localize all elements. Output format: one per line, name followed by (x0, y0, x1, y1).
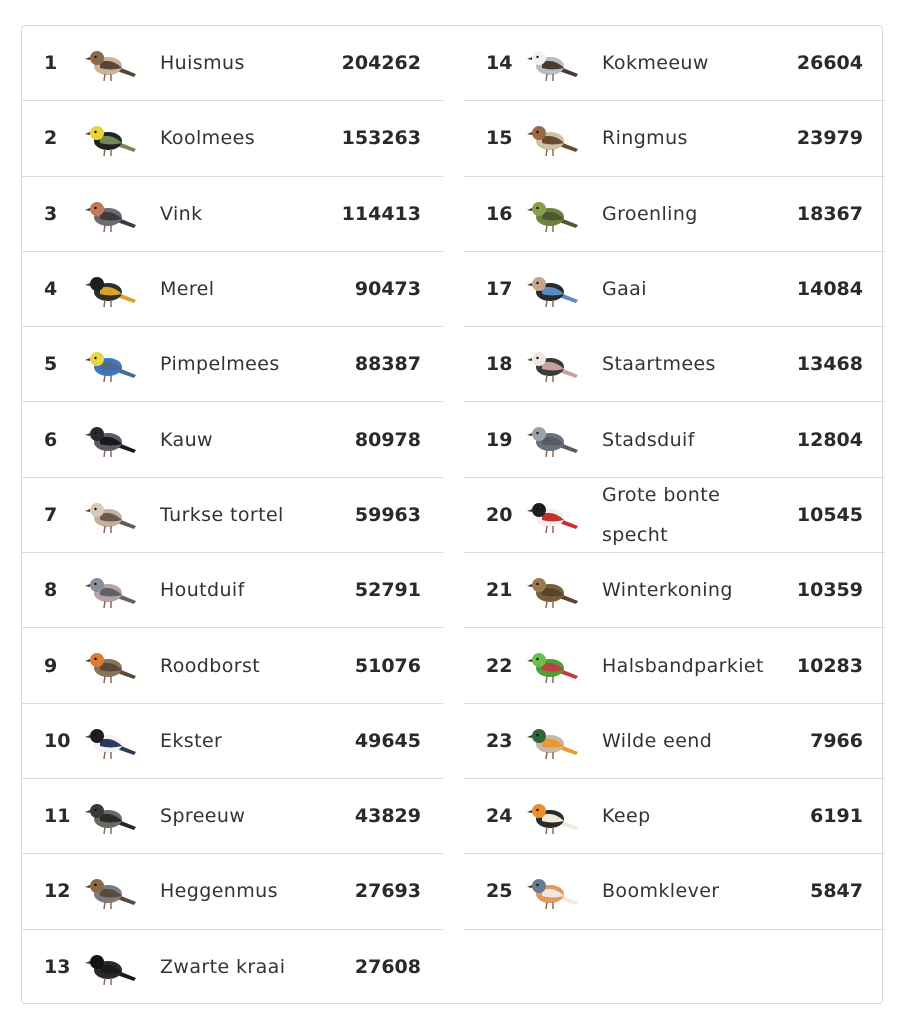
table-row (22, 553, 443, 628)
table-row (464, 553, 885, 628)
bird-count: 18367 (796, 202, 863, 225)
bird-count: 27693 (354, 880, 421, 903)
table-row (22, 628, 443, 703)
bird-count: 52791 (354, 579, 421, 602)
bird-count: 90473 (354, 278, 421, 301)
bird-icon (80, 113, 140, 163)
table-row (464, 402, 885, 477)
rank-number: 25 (486, 880, 513, 903)
bird-name: Kauw (160, 428, 213, 451)
table-row (464, 252, 885, 327)
rank-number: 3 (44, 202, 58, 225)
bird-icon (80, 490, 140, 540)
table-row (22, 779, 443, 854)
bird-name: Gaai (602, 278, 647, 301)
bird-count: 114413 (341, 202, 421, 225)
table-row (464, 327, 885, 402)
rank-number: 7 (44, 503, 58, 526)
table-row (22, 930, 443, 1005)
bird-icon (522, 565, 582, 615)
bird-count: 43829 (354, 805, 421, 828)
bird-name: Zwarte kraai (160, 956, 286, 979)
bird-icon (522, 866, 582, 916)
table-row (22, 402, 443, 477)
bird-name: Boomklever (602, 880, 720, 903)
table-row (22, 26, 443, 101)
ranking-column-right (464, 26, 885, 930)
bird-name: Merel (160, 278, 215, 301)
bird-count: 80978 (354, 428, 421, 451)
bird-count: 23979 (796, 127, 863, 150)
rank-number: 4 (44, 278, 58, 301)
bird-name: Turkse tortel (160, 503, 284, 526)
bird-icon (80, 565, 140, 615)
bird-count: 6191 (810, 805, 863, 828)
table-row (22, 327, 443, 402)
bird-name: Halsbandparkiet (602, 654, 764, 677)
rank-number: 12 (44, 880, 71, 903)
bird-count: 88387 (354, 353, 421, 376)
rank-number: 2 (44, 127, 58, 150)
bird-name: Pimpelmees (160, 353, 280, 376)
bird-icon (522, 640, 582, 690)
bird-count: 14084 (796, 278, 863, 301)
table-row (464, 704, 885, 779)
bird-icon (80, 264, 140, 314)
bird-count: 204262 (341, 52, 421, 75)
bird-icon (80, 640, 140, 690)
rank-number: 13 (44, 956, 71, 979)
bird-name: Winterkoning (602, 579, 733, 602)
table-row (464, 854, 885, 929)
bird-name: Stadsduif (602, 428, 695, 451)
bird-icon (522, 716, 582, 766)
table-row (464, 628, 885, 703)
bird-count: 27608 (354, 956, 421, 979)
rank-number: 17 (486, 278, 513, 301)
rank-number: 20 (486, 503, 513, 526)
rank-number: 19 (486, 428, 513, 451)
bird-name: Kokmeeuw (602, 52, 709, 75)
bird-name: Wilde eend (602, 729, 713, 752)
rank-number: 8 (44, 579, 58, 602)
bird-name: Houtduif (160, 579, 245, 602)
bird-name: Grote bonte specht (602, 483, 721, 546)
bird-icon (522, 189, 582, 239)
rank-number: 14 (486, 52, 513, 75)
bird-count: 10283 (796, 654, 863, 677)
bird-icon (80, 38, 140, 88)
bird-name: Koolmees (160, 127, 256, 150)
bird-name: Keep (602, 805, 651, 828)
bird-icon (80, 866, 140, 916)
bird-count: 10545 (796, 503, 863, 526)
table-row (464, 779, 885, 854)
bird-name: Ekster (160, 729, 223, 752)
table-row (464, 177, 885, 252)
bird-count: 13468 (796, 353, 863, 376)
rank-number: 18 (486, 353, 513, 376)
rank-number: 22 (486, 654, 513, 677)
bird-name: Heggenmus (160, 880, 278, 903)
bird-name: Groenling (602, 202, 698, 225)
rank-number: 6 (44, 428, 58, 451)
bird-icon (80, 942, 140, 992)
bird-icon (522, 791, 582, 841)
table-row (464, 478, 885, 553)
ranking-column-left (22, 26, 443, 1005)
bird-count: 12804 (796, 428, 863, 451)
bird-icon (80, 716, 140, 766)
bird-icon (522, 113, 582, 163)
bird-count: 7966 (810, 729, 863, 752)
rank-number: 15 (486, 127, 513, 150)
bird-icon (80, 339, 140, 389)
bird-count: 5847 (810, 880, 863, 903)
bird-icon (522, 264, 582, 314)
bird-count: 10359 (796, 579, 863, 602)
rank-number: 23 (486, 729, 513, 752)
bird-name: Vink (160, 202, 203, 225)
rank-number: 9 (44, 654, 58, 677)
bird-icon (522, 38, 582, 88)
bird-icon (522, 339, 582, 389)
bird-icon (80, 791, 140, 841)
bird-name: Spreeuw (160, 805, 246, 828)
table-row (464, 101, 885, 176)
bird-icon (522, 414, 582, 464)
bird-count: 59963 (354, 503, 421, 526)
table-row (22, 854, 443, 929)
bird-icon (522, 490, 582, 540)
table-row (464, 26, 885, 101)
rank-number: 24 (486, 805, 513, 828)
bird-icon (80, 414, 140, 464)
rank-number: 21 (486, 579, 513, 602)
bird-count: 49645 (354, 729, 421, 752)
bird-name: Ringmus (602, 127, 688, 150)
rank-number: 11 (44, 805, 71, 828)
rank-number: 1 (44, 52, 58, 75)
table-row (22, 252, 443, 327)
bird-name: Staartmees (602, 353, 716, 376)
table-row (22, 478, 443, 553)
table-row (22, 704, 443, 779)
bird-name: Huismus (160, 52, 245, 75)
bird-count: 26604 (796, 52, 863, 75)
rank-number: 16 (486, 202, 513, 225)
table-row (22, 101, 443, 176)
bird-icon (80, 189, 140, 239)
bird-name: Roodborst (160, 654, 261, 677)
table-row (22, 177, 443, 252)
bird-count: 51076 (354, 654, 421, 677)
rank-number: 10 (44, 729, 71, 752)
bird-ranking-table (21, 25, 883, 1004)
rank-number: 5 (44, 353, 58, 376)
bird-count: 153263 (341, 127, 421, 150)
